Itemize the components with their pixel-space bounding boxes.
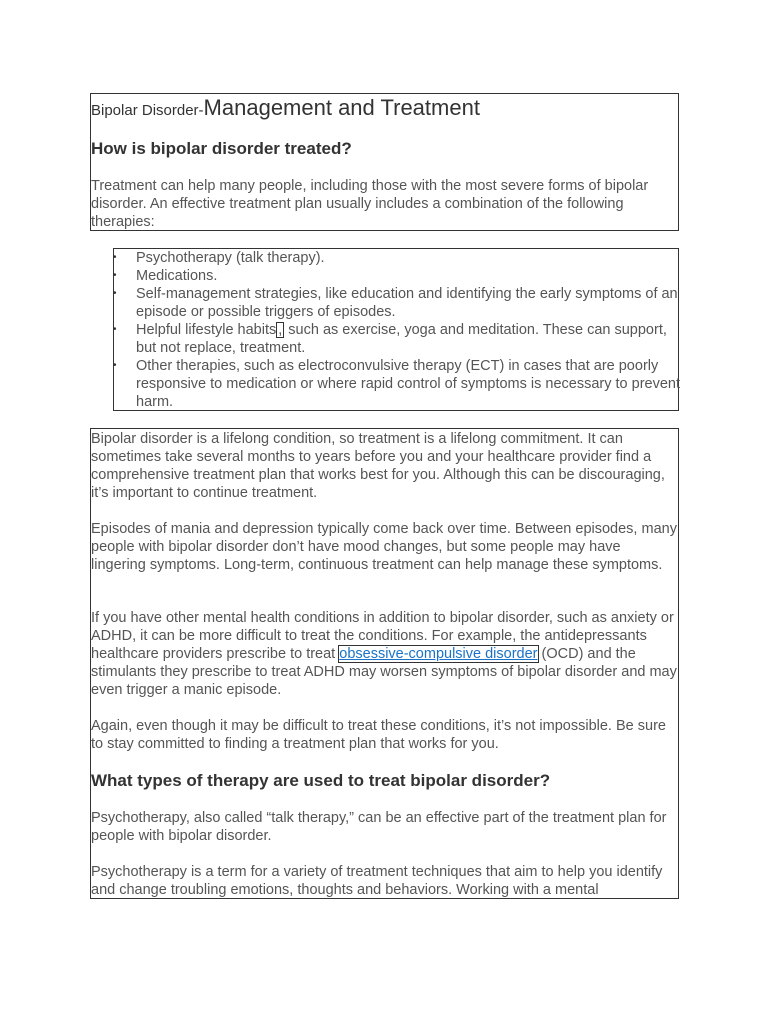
list-item (114, 267, 680, 285)
list-item-text-start: Helpful lifestyle habits (136, 322, 277, 338)
paragraph-text: If you have other mental health conditions in addition to bipolar disorder, such as anxiety or ADHD, it can be more difficult to treat the conditions. For example, the antidepressants healthcare providers prescribe to treat (91, 610, 674, 662)
therapies-list (114, 249, 680, 411)
bullet-icon: • (113, 252, 117, 263)
list-item-text: Other therapies, such as electroconvulsive therapy (ECT) in cases that are poorly responsive to medication or where rapid control of symptoms is necessary to prevent harm. (136, 358, 680, 410)
list-item-text-end: such as exercise, yoga and meditation. These can support, but not replace, treatment. (136, 322, 667, 356)
paragraph-psychotherapy-intro: Psychotherapy, also called “talk therapy,” can be an effective part of the treatment plan for people with bipolar disorder. (91, 810, 667, 844)
therapies-list-section (113, 248, 679, 411)
ocd-link[interactable]: obsessive-compulsive disorder (339, 646, 538, 662)
bullet-icon: • (113, 360, 117, 371)
subheading-therapy-types: What types of therapy are used to treat bipolar disorder? (91, 771, 551, 790)
paragraph-lifelong: Bipolar disorder is a lifelong condition, so treatment is a lifelong commitment. It can sometimes take several months to years before you and your healthcare provider find a comprehensive treatment plan that works best for you. Although this can be discouraging, it’s important to continue treatment. (91, 431, 665, 501)
bullet-icon: • (113, 288, 117, 299)
list-item (114, 357, 680, 411)
subheading-treatment: How is bipolar disorder treated? (91, 139, 352, 158)
paragraph-other-conditions (91, 609, 678, 699)
list-item-text: Self-management strategies, like education and identifying the early symptoms of an episode or possible triggers of episodes. (136, 286, 678, 320)
bullet-icon: • (113, 324, 117, 335)
title-main: Management and Treatment (203, 95, 480, 120)
page-title (91, 95, 480, 121)
paragraph-psychotherapy-detail: Psychotherapy is a term for a variety of treatment techniques that aim to help you identify and change troubling emotions, thoughts and behaviors. Working with a mental (91, 864, 663, 898)
paragraph-episodes: Episodes of mania and depression typically come back over time. Between episodes, many people with bipolar disorder don’t have mood changes, but some people may have lingering symptoms. Long-term, continuous treatment can help manage these symptoms. (91, 521, 677, 573)
selection-cursor: , (278, 322, 283, 338)
list-item (114, 285, 680, 321)
list-item (114, 249, 680, 267)
paragraph-not-impossible: Again, even though it may be difficult to treat these conditions, it’s not impossible. Be sure to stay committed to finding a treatment plan that works for you. (91, 718, 666, 752)
list-item-text: Psychotherapy (talk therapy). (136, 250, 325, 266)
list-item (114, 321, 680, 357)
list-item-text: Medications. (136, 268, 218, 284)
body-section (90, 428, 679, 899)
paragraph-text: (OCD) and the stimulants they prescribe to treat ADHD may worsen symptoms of bipolar disorder and may even trigger a manic episode. (91, 646, 677, 698)
intro-section (90, 93, 679, 231)
title-prefix: Bipolar Disorder- (91, 102, 204, 119)
bullet-icon: • (113, 270, 117, 281)
intro-paragraph: Treatment can help many people, including those with the most severe forms of bipolar disorder. An effective treatment plan usually includes a combination of the following therapies: (91, 178, 649, 230)
